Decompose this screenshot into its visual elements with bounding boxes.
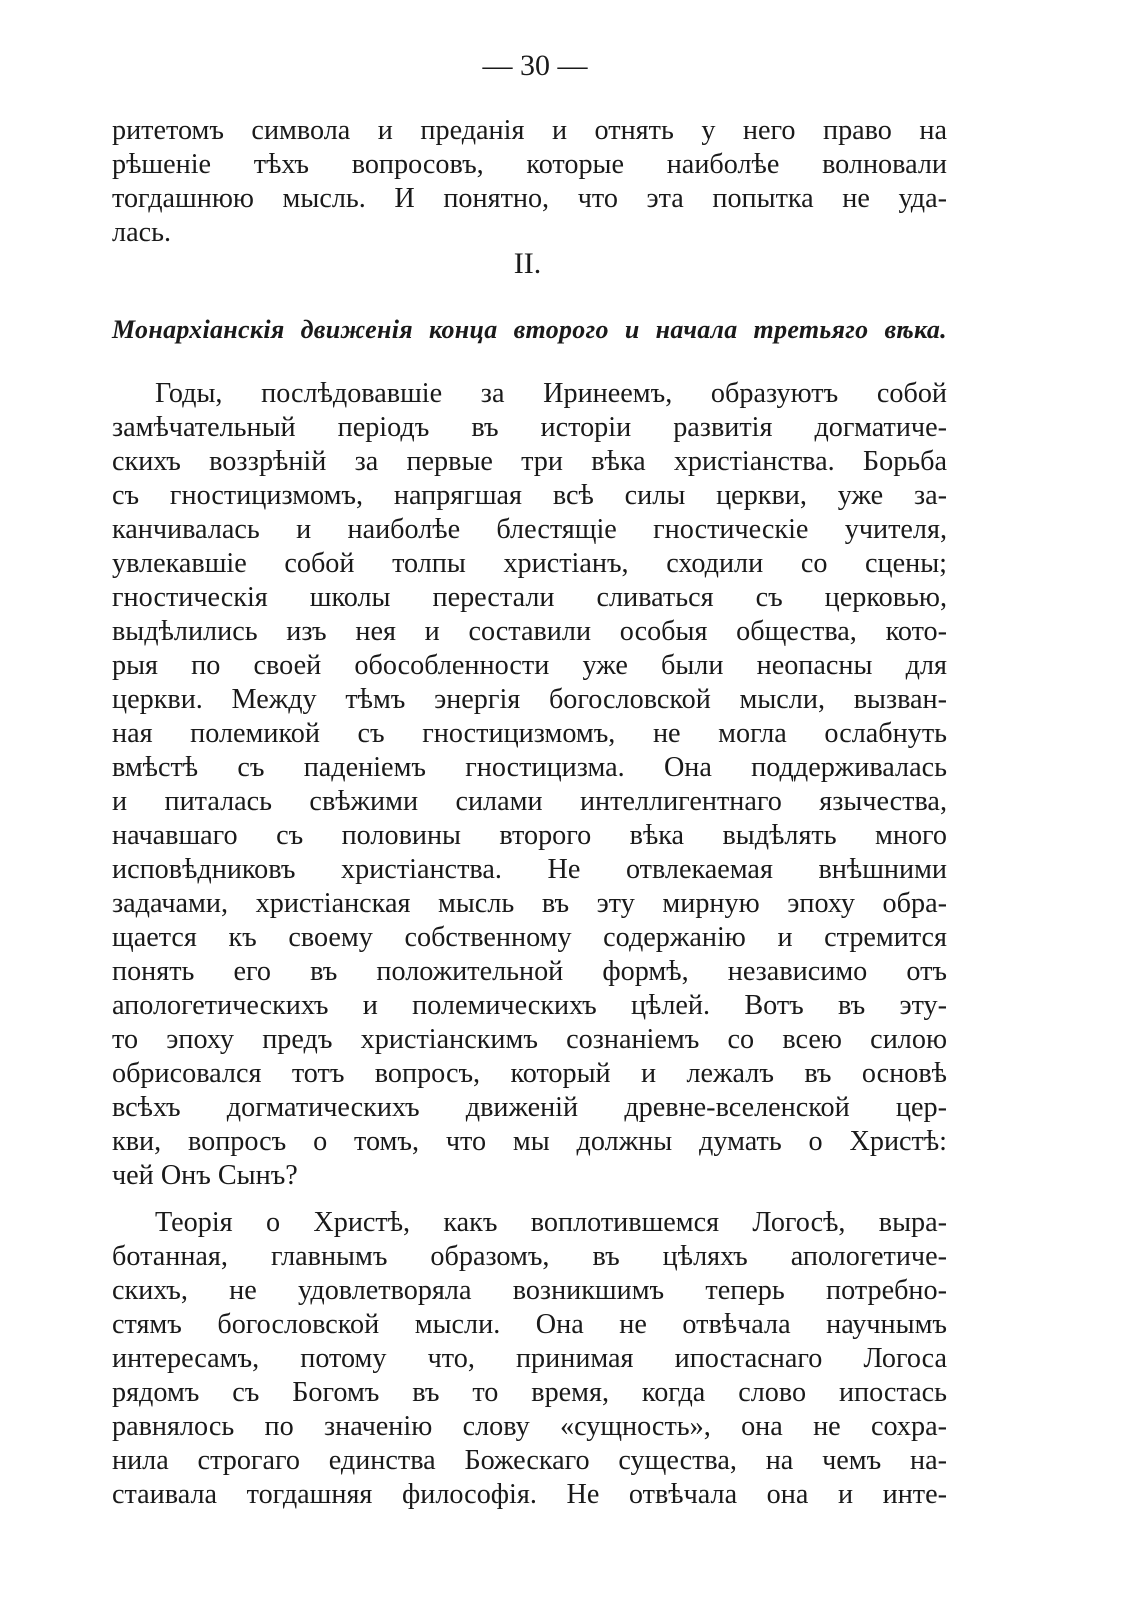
text-line: канчивалась и наиболѣе блестящіе гностическіе учителя, bbox=[112, 514, 947, 545]
text-line: скихъ, не удовлетворяла возникшимъ теперь потребно- bbox=[112, 1275, 947, 1306]
text-line: понять его въ положительной формѣ, независимо отъ bbox=[112, 956, 947, 987]
text-line: то эпоху предъ христіанскимъ сознаніемъ со всею силою bbox=[112, 1024, 947, 1055]
text-line: и питалась свѣжими силами интеллигентнаго язычества, bbox=[112, 786, 947, 817]
text-line: кви, вопросъ о томъ, что мы должны думать о Христѣ: bbox=[112, 1126, 947, 1157]
text-line: ная полемикой съ гностицизмомъ, не могла ослабнуть bbox=[112, 718, 947, 749]
text-line: ботанная, главнымъ образомъ, въ цѣляхъ апологетиче- bbox=[112, 1241, 947, 1272]
text-line: тогдашнюю мысль. И понятно, что эта попытка не уда- bbox=[112, 183, 947, 214]
text-line: замѣчательный періодъ въ исторіи развитія догматиче- bbox=[112, 412, 947, 443]
page-number: — 30 — bbox=[482, 49, 588, 82]
text-line: обрисовался тотъ вопросъ, который и лежалъ въ основѣ bbox=[112, 1058, 947, 1089]
text-line: рядомъ съ Богомъ въ то время, когда слово ипостась bbox=[112, 1377, 947, 1408]
text-line: скихъ воззрѣній за первые три вѣка христіанства. Борьба bbox=[112, 446, 947, 477]
text-line: апологетическихъ и полемическихъ цѣлей. Вотъ въ эту- bbox=[112, 990, 947, 1021]
text-line: рѣшеніе тѣхъ вопросовъ, которые наиболѣе волновали bbox=[112, 149, 947, 180]
text-line: интересамъ, потому что, принимая ипостаснаго Логоса bbox=[112, 1343, 947, 1374]
text-line: Теорія о Христѣ, какъ воплотившемся Логосѣ, выра- bbox=[155, 1207, 947, 1238]
text-line: нила строгаго единства Божескаго существа, на чемъ на- bbox=[112, 1445, 947, 1476]
text-line: выдѣлились изъ нея и составили особыя общества, кото- bbox=[112, 616, 947, 647]
text-line: церкви. Между тѣмъ энергія богословской мысли, вызван- bbox=[112, 684, 947, 715]
text-line: стаивала тогдашняя философія. Не отвѣчала она и инте- bbox=[112, 1479, 947, 1510]
text-line: всѣхъ догматическихъ движеній древне-вселенской цер- bbox=[112, 1092, 947, 1123]
text-line: стямъ богословской мысли. Она не отвѣчала научнымъ bbox=[112, 1309, 947, 1340]
text-line: равнялось по значенію слову «сущность», она не сохра- bbox=[112, 1411, 947, 1442]
text-line: ритетомъ символа и преданія и отнять у него право на bbox=[112, 115, 947, 146]
text-line: рыя по своей обособленности уже были неопасны для bbox=[112, 650, 947, 681]
section-title: Монархіанскія движенія конца второго и начала третьяго вѣка. bbox=[112, 315, 947, 344]
text-line: съ гностицизмомъ, напрягшая всѣ силы церкви, уже за- bbox=[112, 480, 947, 511]
text-line: гностическія школы перестали сливаться съ церковью, bbox=[112, 582, 947, 613]
text-line: Годы, послѣдовавшіе за Иринеемъ, образуютъ собой bbox=[155, 378, 947, 409]
text-line: лась. bbox=[112, 217, 171, 248]
text-line: исповѣдниковъ христіанства. Не отвлекаемая внѣшними bbox=[112, 854, 947, 885]
text-line: чей Онъ Сынъ? bbox=[112, 1160, 298, 1191]
text-line: щается къ своему собственному содержанію и стремится bbox=[112, 922, 947, 953]
text-line: задачами, христіанская мысль въ эту мирную эпоху обра- bbox=[112, 888, 947, 919]
text-line: вмѣстѣ съ паденіемъ гностицизма. Она поддерживалась bbox=[112, 752, 947, 783]
text-line: увлекавшіе собой толпы христіанъ, сходили со сцены; bbox=[112, 548, 947, 579]
section-number: II. bbox=[513, 247, 542, 280]
text-line: начавшаго съ половины второго вѣка выдѣлять много bbox=[112, 820, 947, 851]
